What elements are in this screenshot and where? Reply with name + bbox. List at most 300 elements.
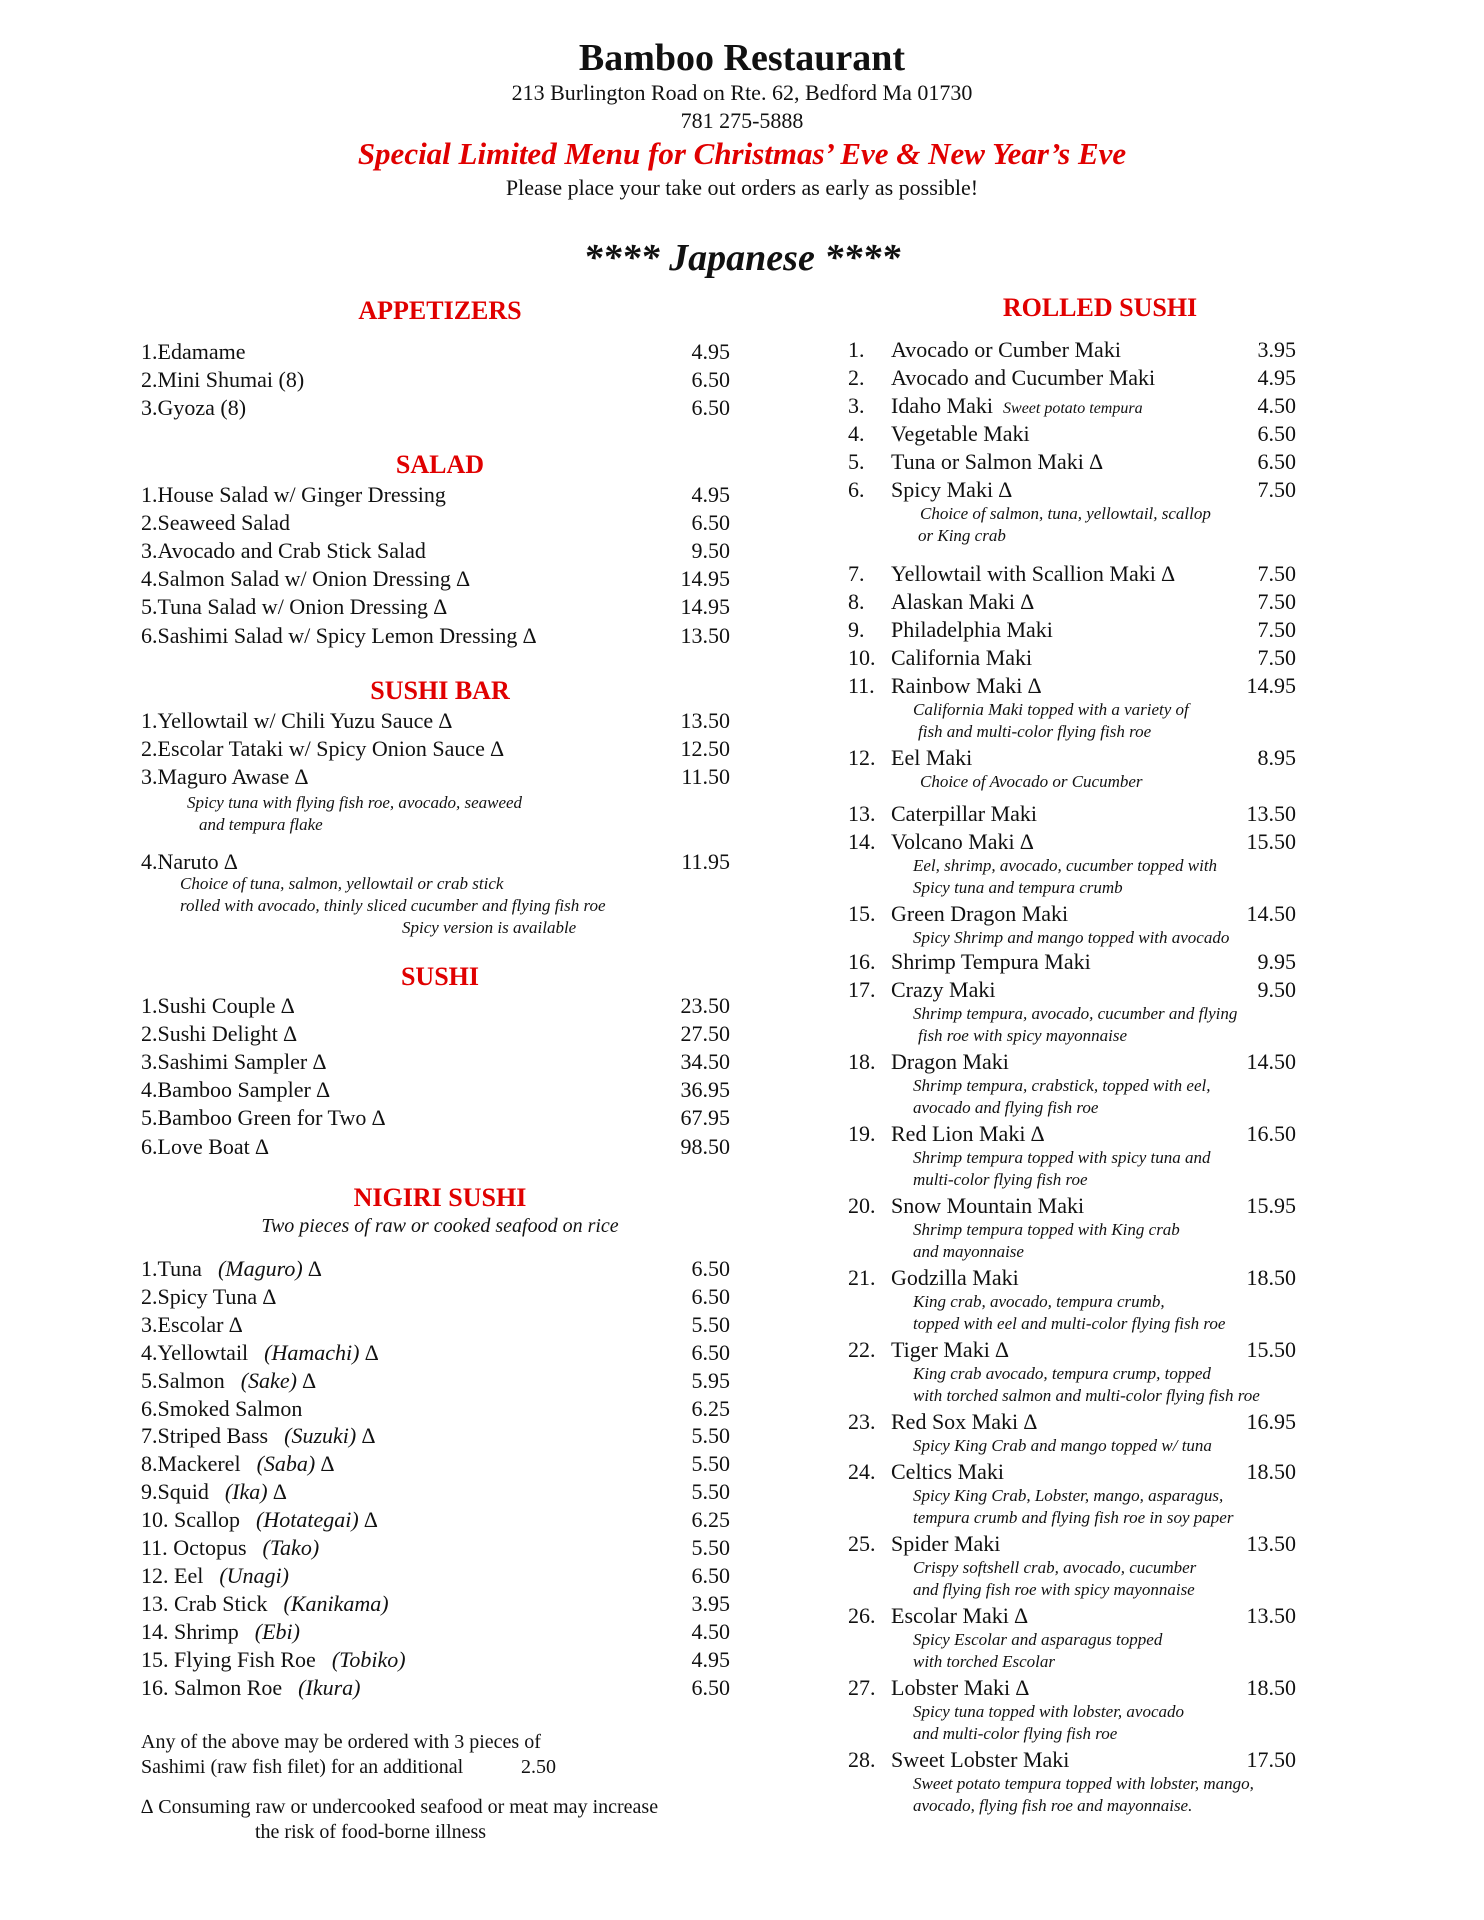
rolled-sushi-item-name	[891, 977, 995, 1003]
rolled-sushi-item-label: Volcano Maki ∆	[891, 829, 1034, 854]
food-safety-warning: ∆ Consuming raw or undercooked seafood or meat may increase	[141, 1796, 659, 1818]
rolled-sushi-item-number: 3.	[848, 393, 865, 418]
rolled-sushi-item-name	[891, 561, 1175, 587]
nigiri-item-number: 16.	[141, 1674, 169, 1700]
rolled-sushi-item-description: avocado, flying fish roe and mayonnaise.	[913, 1796, 1193, 1815]
rolled-sushi-item-name	[891, 365, 1155, 391]
rolled-sushi-item-number: 25.	[848, 1531, 876, 1556]
nigiri-item-number: 13.	[141, 1590, 169, 1616]
rolled-sushi-item-description: Spicy King Crab and mango topped w/ tuna	[913, 1436, 1212, 1455]
rolled-sushi-item	[848, 1603, 1296, 1629]
salad-item-price: 9.50	[691, 538, 730, 564]
sushi_bar-item-price: 13.50	[680, 708, 730, 733]
rolled-sushi-item-name	[891, 1675, 1029, 1701]
nigiri-item	[141, 1423, 730, 1449]
restaurant-title: Bamboo Restaurant	[578, 37, 906, 79]
salad-item-name	[141, 594, 447, 620]
rolled-sushi-item-label: California Maki	[891, 645, 1033, 670]
rolled-sushi-item-price: 17.50	[1246, 1747, 1296, 1772]
rolled-sushi-item-price: 13.50	[1246, 1603, 1296, 1628]
salad-item-number: 1.	[141, 482, 158, 507]
nigiri-item-japanese: (Ikura)	[298, 1674, 361, 1700]
nigiri-item-japanese: (Tako)	[262, 1535, 320, 1560]
sushi-item-name	[141, 1134, 269, 1160]
nigiri-item-japanese: (Kanikama)	[283, 1590, 389, 1616]
nigiri-item-price: 5.50	[691, 1451, 730, 1477]
appetizers-item-label: Edamame	[157, 339, 246, 364]
nigiri-item	[141, 1563, 730, 1589]
rolled-sushi-item-label: Tiger Maki ∆	[891, 1337, 1009, 1362]
sushi-item-number: 5.	[141, 1105, 158, 1131]
sashimi-note: Any of the above may be ordered with 3 pieces of	[141, 1731, 541, 1753]
restaurant-address: 213 Burlington Road on Rte. 62, Bedford Ma 01730	[511, 80, 973, 105]
rolled-sushi-item-name	[891, 829, 1034, 855]
appetizers-item-number: 1.	[141, 339, 158, 364]
sushi-bar-item-description: Spicy tuna with flying fish roe, avocado, seaweed	[187, 793, 523, 812]
rolled-sushi-item-price: 4.95	[1257, 365, 1296, 390]
rolled-sushi-item	[848, 1531, 1296, 1557]
rolled-sushi-item	[848, 949, 1296, 975]
nigiri-item-label: Smoked Salmon	[157, 1395, 303, 1421]
sushi_bar-item	[141, 736, 730, 762]
nigiri-item	[141, 1284, 730, 1310]
nigiri-item-label: Striped Bass	[157, 1423, 269, 1449]
rolled-sushi-item-description: topped with eel and multi-color flying fish roe	[913, 1314, 1226, 1333]
sushi-item-number: 1.	[141, 993, 158, 1018]
rolled-sushi-item-number: 4.	[848, 421, 865, 446]
rolled-sushi-item-description: Choice of salmon, tuna, yellowtail, scallop	[920, 504, 1211, 523]
sushi-item	[141, 1134, 730, 1160]
nigiri-item-number: 15.	[141, 1646, 169, 1672]
rolled-sushi-item-label: Celtics Maki	[891, 1459, 1005, 1484]
sushi-item-price: 23.50	[680, 993, 730, 1018]
rolled-sushi-item-price: 9.50	[1257, 977, 1296, 1002]
sushi-item-label: Sushi Couple ∆	[157, 993, 295, 1018]
rolled-sushi-item-price: 18.50	[1246, 1675, 1296, 1700]
nigiri-item	[141, 1368, 730, 1394]
rolled-sushi-item-number: 12.	[848, 745, 876, 770]
sushi_bar-item-label: Yellowtail w/ Chili Yuzu Sauce ∆	[157, 708, 453, 733]
sushi-item-label: Love Boat ∆	[157, 1133, 269, 1159]
rolled-sushi-item-number: 6.	[848, 477, 865, 502]
nigiri-item-price: 4.50	[691, 1618, 730, 1644]
nigiri-item-label: Crab Stick	[168, 1590, 268, 1616]
nigiri-item-name	[141, 1284, 276, 1310]
rolled-sushi-item-description: multi-color flying fish roe	[913, 1170, 1088, 1189]
rolled-sushi-item-name	[891, 393, 1143, 422]
nigiri-item-number: 3.	[141, 1311, 158, 1337]
salad-item-number: 4.	[141, 566, 158, 592]
rolled-sushi-item-number: 14.	[848, 829, 876, 854]
nigiri-item-label: Squid	[157, 1479, 209, 1505]
rolled-sushi-item-label: Sweet Lobster Maki	[891, 1747, 1070, 1772]
sushi-item	[141, 1077, 730, 1103]
salad-item-label: Seaweed Salad	[157, 510, 291, 536]
sushi-item-number: 2.	[141, 1021, 158, 1047]
sushi_bar-item-price: 11.50	[681, 764, 730, 789]
nigiri-item-name	[141, 1312, 242, 1338]
salad-item-label: Avocado and Crab Stick Salad	[157, 538, 426, 564]
rolled-sushi-item-label: Red Lion Maki ∆	[891, 1121, 1045, 1146]
rolled-sushi-item-number: 23.	[848, 1409, 876, 1434]
sushi-item-name	[141, 993, 294, 1019]
rolled-sushi-item-number: 11.	[848, 673, 875, 698]
rolled-sushi-item-description: Shrimp tempura, avocado, cucumber and flying	[913, 1004, 1238, 1023]
nigiri-item-number: 7.	[141, 1423, 158, 1449]
rolled-sushi-item-description: Spicy King Crab, Lobster, mango, asparagus,	[913, 1486, 1224, 1505]
salad-item	[141, 566, 730, 592]
rolled-sushi-item	[848, 421, 1296, 447]
rolled-sushi-item-description: with torched Escolar	[913, 1652, 1055, 1671]
rolled-sushi-item-price: 3.95	[1257, 337, 1296, 362]
rolled-sushi-item-name	[891, 1531, 1000, 1557]
rolled-sushi-item-number: 13.	[848, 801, 876, 826]
rolled-sushi-item-price: 13.50	[1246, 801, 1296, 826]
sushi-item-label: Sashimi Sampler ∆	[157, 1049, 327, 1075]
nigiri-item-label: Tuna	[157, 1256, 202, 1281]
nigiri-item	[141, 1256, 730, 1282]
nigiri-item-label: Eel	[168, 1562, 204, 1588]
nigiri-item-number: 12.	[141, 1562, 169, 1588]
nigiri-item-price: 6.25	[691, 1395, 730, 1421]
rolled-sushi-item	[848, 365, 1296, 391]
nigiri-item-price: 6.50	[691, 1283, 730, 1309]
nigiri-item-name	[141, 1340, 378, 1366]
rolled-sushi-item-label: Rainbow Maki ∆	[891, 673, 1042, 698]
nigiri-item-japanese: (Tobiko)	[331, 1646, 406, 1672]
rolled-sushi-item	[848, 449, 1296, 475]
rolled-sushi-item	[848, 977, 1296, 1003]
rolled-sushi-item	[848, 673, 1296, 699]
nigiri-item-name	[141, 1535, 319, 1561]
nigiri-item-japanese: (Unagi)	[219, 1562, 289, 1588]
rolled-sushi-item-label: Godzilla Maki	[891, 1265, 1019, 1290]
salad-item-name	[141, 538, 426, 564]
nigiri-item-price: 5.50	[691, 1423, 730, 1449]
rolled-sushi-item-label: Alaskan Maki ∆	[891, 589, 1034, 614]
nigiri-item-price: 4.95	[691, 1646, 730, 1672]
nigiri-item-name	[141, 1423, 375, 1449]
nigiri-item-number: 9.	[141, 1479, 158, 1505]
rolled-sushi-item-number: 22.	[848, 1337, 876, 1362]
rolled-sushi-item-description: tempura crumb and flying fish roe in soy paper	[913, 1508, 1234, 1527]
rolled-sushi-item-name	[891, 449, 1103, 475]
rolled-sushi-item-number: 16.	[848, 949, 876, 974]
sushi-item-price: 67.95	[680, 1105, 730, 1131]
nigiri-item-japanese: (Saba) ∆	[256, 1451, 335, 1477]
rolled-sushi-item-description: Choice of Avocado or Cucumber	[920, 772, 1143, 791]
nigiri-item-price: 5.95	[691, 1367, 730, 1393]
rolled-sushi-item-number: 10.	[848, 645, 876, 670]
nigiri-item-japanese: (Ika) ∆	[224, 1479, 287, 1505]
sushi-bar-item-description: and tempura flake	[199, 815, 323, 834]
rolled-sushi-item-name	[891, 1049, 1009, 1075]
salad-item	[141, 594, 730, 620]
sushi_bar-item	[141, 849, 730, 875]
salad-item-name	[141, 482, 446, 508]
rolled-sushi-item-label: Escolar Maki ∆	[891, 1603, 1028, 1628]
rolled-sushi-item-name	[891, 645, 1032, 671]
sushi-item-price: 36.95	[680, 1077, 730, 1103]
rolled-sushi-item-label: Avocado and Cucumber Maki	[891, 365, 1156, 390]
rolled-sushi-item-label: Spicy Maki ∆	[891, 477, 1013, 502]
nigiri-item-label: Mackerel	[157, 1451, 241, 1477]
rolled-sushi-item	[848, 589, 1296, 615]
nigiri-item-name	[141, 1507, 378, 1533]
nigiri-item-label: Escolar ∆	[157, 1311, 243, 1337]
nigiri-item-name	[141, 1619, 300, 1645]
rolled-sushi-item-description: King crab avocado, tempura crump, topped	[913, 1364, 1211, 1383]
nigiri-item-japanese: (Ebi)	[254, 1618, 300, 1644]
sushi-item-name	[141, 1077, 330, 1103]
nigiri-item	[141, 1479, 730, 1505]
nigiri-item-number: 2.	[141, 1283, 158, 1309]
rolled-sushi-item-label: Philadelphia Maki	[891, 617, 1053, 642]
rolled-sushi-item-description: Spicy tuna topped with lobster, avocado	[913, 1702, 1185, 1721]
rolled-sushi-item-price: 4.50	[1257, 393, 1296, 418]
salad-item-number: 3.	[141, 538, 158, 564]
rolled-sushi-item-label: Avocado or Cumber Maki	[891, 337, 1121, 362]
nigiri-item	[141, 1619, 730, 1645]
rolled-sushi-item	[848, 1675, 1296, 1701]
sushi_bar-item-price: 12.50	[680, 736, 730, 761]
rolled-sushi-item-number: 8.	[848, 589, 865, 614]
salad-item-label: Salmon Salad w/ Onion Dressing ∆	[157, 566, 470, 592]
nigiri-item-label: Scallop	[168, 1507, 240, 1533]
sushi-bar-item-description: rolled with avocado, thinly sliced cucumber and flying fish roe	[180, 896, 606, 915]
salad-item-price: 13.50	[680, 622, 730, 648]
appetizers-item-price: 6.50	[691, 395, 730, 421]
nigiri-item-label: Salmon Roe	[168, 1674, 283, 1700]
appetizers-item-name	[141, 395, 246, 421]
rolled-sushi-item-description: Shrimp tempura, crabstick, topped with eel,	[913, 1076, 1211, 1095]
sushi_bar-item-number: 3.	[141, 764, 158, 789]
rolled-sushi-item	[848, 901, 1296, 927]
nigiri-item-number: 14.	[141, 1618, 169, 1644]
rolled-sushi-item-description: or King crab	[918, 526, 1006, 545]
nigiri-item-price: 5.50	[691, 1311, 730, 1337]
rolled-sushi-item-name	[891, 1265, 1019, 1291]
nigiri-item-price: 6.50	[691, 1674, 730, 1700]
rolled-sushi-item-name	[891, 421, 1030, 447]
sushi-heading: SUSHI	[400, 962, 480, 991]
rolled-sushi-item-description: Spicy tuna and tempura crumb	[913, 878, 1123, 897]
salad-item-price: 4.95	[691, 482, 730, 507]
sushi-item	[141, 1049, 730, 1075]
appetizers-item-name	[141, 339, 245, 365]
rolled-sushi-item-price: 7.50	[1257, 617, 1296, 642]
sushi_bar-item-number: 1.	[141, 708, 158, 733]
nigiri-item	[141, 1675, 730, 1701]
rolled-sushi-item	[848, 829, 1296, 855]
nigiri-item-japanese: (Hamachi) ∆	[264, 1339, 379, 1365]
salad-item	[141, 482, 730, 508]
salad-item-name	[141, 623, 536, 649]
rolled-sushi-item-price: 14.50	[1246, 1049, 1296, 1074]
salad-item-label: Sashimi Salad w/ Spicy Lemon Dressing ∆	[157, 622, 537, 648]
sushi_bar-item	[141, 764, 730, 790]
appetizers-item-price: 6.50	[691, 367, 730, 393]
nigiri-item-label: Shrimp	[168, 1618, 239, 1644]
nigiri-item	[141, 1647, 730, 1673]
rolled-sushi-item-number: 19.	[848, 1121, 876, 1146]
rolled-sushi-item-price: 7.50	[1257, 645, 1296, 670]
cuisine-heading: **** Japanese ****	[583, 237, 901, 279]
appetizers-item	[141, 395, 730, 421]
sushi-bar-item-description: Choice of tuna, salmon, yellowtail or crab stick	[180, 874, 504, 893]
sushi-item-label: Sushi Delight ∆	[157, 1021, 297, 1047]
rolled-sushi-item-label: Vegetable Maki	[891, 421, 1030, 446]
rolled-sushi-item-label: Spider Maki	[891, 1531, 1001, 1556]
salad-item	[141, 510, 730, 536]
salad-heading: SALAD	[395, 450, 485, 479]
sushi-item-price: 34.50	[680, 1049, 730, 1075]
nigiri-item-number: 11.	[141, 1535, 168, 1560]
rolled-sushi-item-name	[891, 1193, 1084, 1219]
rolled-sushi-item-price: 7.50	[1257, 561, 1296, 586]
nigiri-item-name	[141, 1451, 334, 1477]
rolled-sushi-item-price: 8.95	[1257, 745, 1296, 770]
nigiri-item-price: 6.25	[691, 1507, 730, 1533]
salad-item-number: 5.	[141, 594, 158, 620]
rolled-sushi-item	[848, 1265, 1296, 1291]
nigiri-item-label: Salmon	[157, 1367, 225, 1393]
sushi_bar-item-label: Maguro Awase ∆	[157, 764, 309, 789]
rolled-sushi-item-number: 27.	[848, 1675, 876, 1700]
appetizers-item-number: 3.	[141, 395, 158, 421]
nigiri-item-name	[141, 1368, 316, 1394]
rolled-sushi-item-description: with torched salmon and multi-color flying fish roe	[913, 1386, 1260, 1405]
nigiri-heading: NIGIRI SUSHI	[353, 1183, 527, 1212]
rolled-sushi-item	[848, 477, 1296, 503]
appetizers-heading: APPETIZERS	[358, 296, 522, 325]
nigiri-item	[141, 1451, 730, 1477]
rolled-sushi-item-description: California Maki topped with a variety of	[913, 700, 1189, 719]
nigiri-item-label: Yellowtail	[157, 1339, 249, 1365]
rolled-sushi-item-price: 15.50	[1246, 829, 1296, 854]
appetizers-item	[141, 367, 730, 393]
sushi_bar-item-name	[141, 849, 238, 875]
order-note: Please place your take out orders as early as possible!	[505, 175, 979, 200]
nigiri-item	[141, 1535, 730, 1561]
nigiri-item-number: 10.	[141, 1507, 169, 1533]
rolled-sushi-item-description: Crispy softshell crab, avocado, cucumber	[913, 1558, 1197, 1577]
sushi-item-price: 27.50	[680, 1021, 730, 1047]
sushi-item-name	[141, 1021, 297, 1047]
rolled-sushi-item-description: Spicy Escolar and asparagus topped	[913, 1630, 1163, 1649]
rolled-sushi-item-description: King crab, avocado, tempura crumb,	[913, 1292, 1165, 1311]
nigiri-item	[141, 1591, 730, 1617]
rolled-sushi-item-name	[891, 949, 1091, 975]
sushi-item	[141, 1021, 730, 1047]
sushi-item-name	[141, 1049, 326, 1075]
rolled-sushi-item-description: Shrimp tempura topped with King crab	[913, 1220, 1180, 1239]
rolled-sushi-item-number: 1.	[848, 337, 865, 362]
sushi-item-name	[141, 1105, 385, 1131]
rolled-sushi-item-number: 21.	[848, 1265, 876, 1290]
rolled-sushi-item-name	[891, 1603, 1028, 1629]
rolled-sushi-item	[848, 337, 1296, 363]
sushi-item-number: 4.	[141, 1077, 158, 1103]
salad-item-name	[141, 510, 290, 536]
sushi-item-number: 3.	[141, 1049, 158, 1075]
rolled-sushi-item-label: Green Dragon Maki	[891, 901, 1069, 926]
rolled-sushi-item-name	[891, 589, 1034, 615]
appetizers-item-price: 4.95	[691, 339, 730, 364]
rolled-sushi-heading: ROLLED SUSHI	[1002, 293, 1198, 322]
rolled-sushi-item-name	[891, 745, 972, 771]
rolled-sushi-item-price: 15.50	[1246, 1337, 1296, 1362]
salad-item-number: 6.	[141, 622, 158, 648]
rolled-sushi-item-name	[891, 337, 1121, 363]
nigiri-item-name	[141, 1675, 360, 1701]
nigiri-item-price: 5.50	[691, 1535, 730, 1560]
nigiri-item-name	[141, 1479, 287, 1505]
rolled-sushi-item-number: 9.	[848, 617, 865, 642]
rolled-sushi-item-name	[891, 477, 1012, 503]
appetizers-item-label: Gyoza (8)	[157, 395, 247, 421]
rolled-sushi-item	[848, 1337, 1296, 1363]
rolled-sushi-item-name	[891, 1459, 1004, 1485]
sushi_bar-item-name	[141, 708, 452, 734]
nigiri-item-japanese: (Suzuki) ∆	[284, 1423, 376, 1449]
rolled-sushi-item-price: 18.50	[1246, 1265, 1296, 1290]
rolled-sushi-item-price: 18.50	[1246, 1459, 1296, 1484]
nigiri-item-japanese: (Hotategai) ∆	[256, 1507, 378, 1533]
rolled-sushi-item-description: Eel, shrimp, avocado, cucumber topped with	[913, 856, 1218, 875]
sushi-item-label: Bamboo Green for Two ∆	[157, 1105, 386, 1131]
rolled-sushi-item-number: 17.	[848, 977, 876, 1002]
rolled-sushi-item-price: 7.50	[1257, 477, 1296, 502]
rolled-sushi-item-name	[891, 801, 1037, 827]
nigiri-item-price: 6.50	[691, 1562, 730, 1588]
nigiri-item-number: 8.	[141, 1451, 158, 1477]
sushi-item-label: Bamboo Sampler ∆	[157, 1077, 330, 1103]
rolled-sushi-item-name	[891, 1409, 1037, 1435]
rolled-sushi-item-number: 26.	[848, 1603, 876, 1628]
sushi-item	[141, 1105, 730, 1131]
sushi_bar-item-number: 4.	[141, 849, 158, 874]
salad-item-price: 6.50	[691, 510, 730, 536]
rolled-sushi-item-price: 6.50	[1257, 421, 1296, 446]
rolled-sushi-item-price: 9.95	[1257, 949, 1296, 974]
rolled-sushi-item	[848, 393, 1296, 419]
nigiri-item-number: 6.	[141, 1395, 158, 1421]
food-safety-warning: the risk of food-borne illness	[255, 1821, 487, 1843]
sushi_bar-item-price: 11.95	[681, 849, 730, 874]
rolled-sushi-item-tag: Sweet potato tempura	[1003, 400, 1143, 417]
rolled-sushi-item-label: Snow Mountain Maki	[891, 1193, 1085, 1218]
appetizers-item-name	[141, 367, 304, 393]
rolled-sushi-item-description: and multi-color flying fish roe	[913, 1724, 1118, 1743]
rolled-sushi-item-label: Crazy Maki	[891, 977, 996, 1002]
rolled-sushi-item-name	[891, 1121, 1044, 1147]
salad-item	[141, 623, 730, 649]
nigiri-item-number: 4.	[141, 1339, 158, 1365]
nigiri-item-price: 5.50	[691, 1479, 730, 1505]
rolled-sushi-item-price: 15.95	[1246, 1193, 1296, 1218]
nigiri-item	[141, 1396, 730, 1422]
rolled-sushi-item-description: avocado and flying fish roe	[913, 1098, 1099, 1117]
sushi_bar-item	[141, 708, 730, 734]
salad-item-label: House Salad w/ Ginger Dressing	[157, 482, 446, 507]
nigiri-item-name	[141, 1256, 322, 1282]
nigiri-item-label: Octopus	[167, 1535, 247, 1560]
special-menu-banner: Special Limited Menu for Christmas’ Eve & New Year’s Eve	[357, 136, 1127, 171]
rolled-sushi-item	[848, 745, 1296, 771]
sushi_bar-item-label: Naruto ∆	[157, 849, 238, 874]
appetizers-item-label: Mini Shumai (8)	[157, 367, 305, 393]
